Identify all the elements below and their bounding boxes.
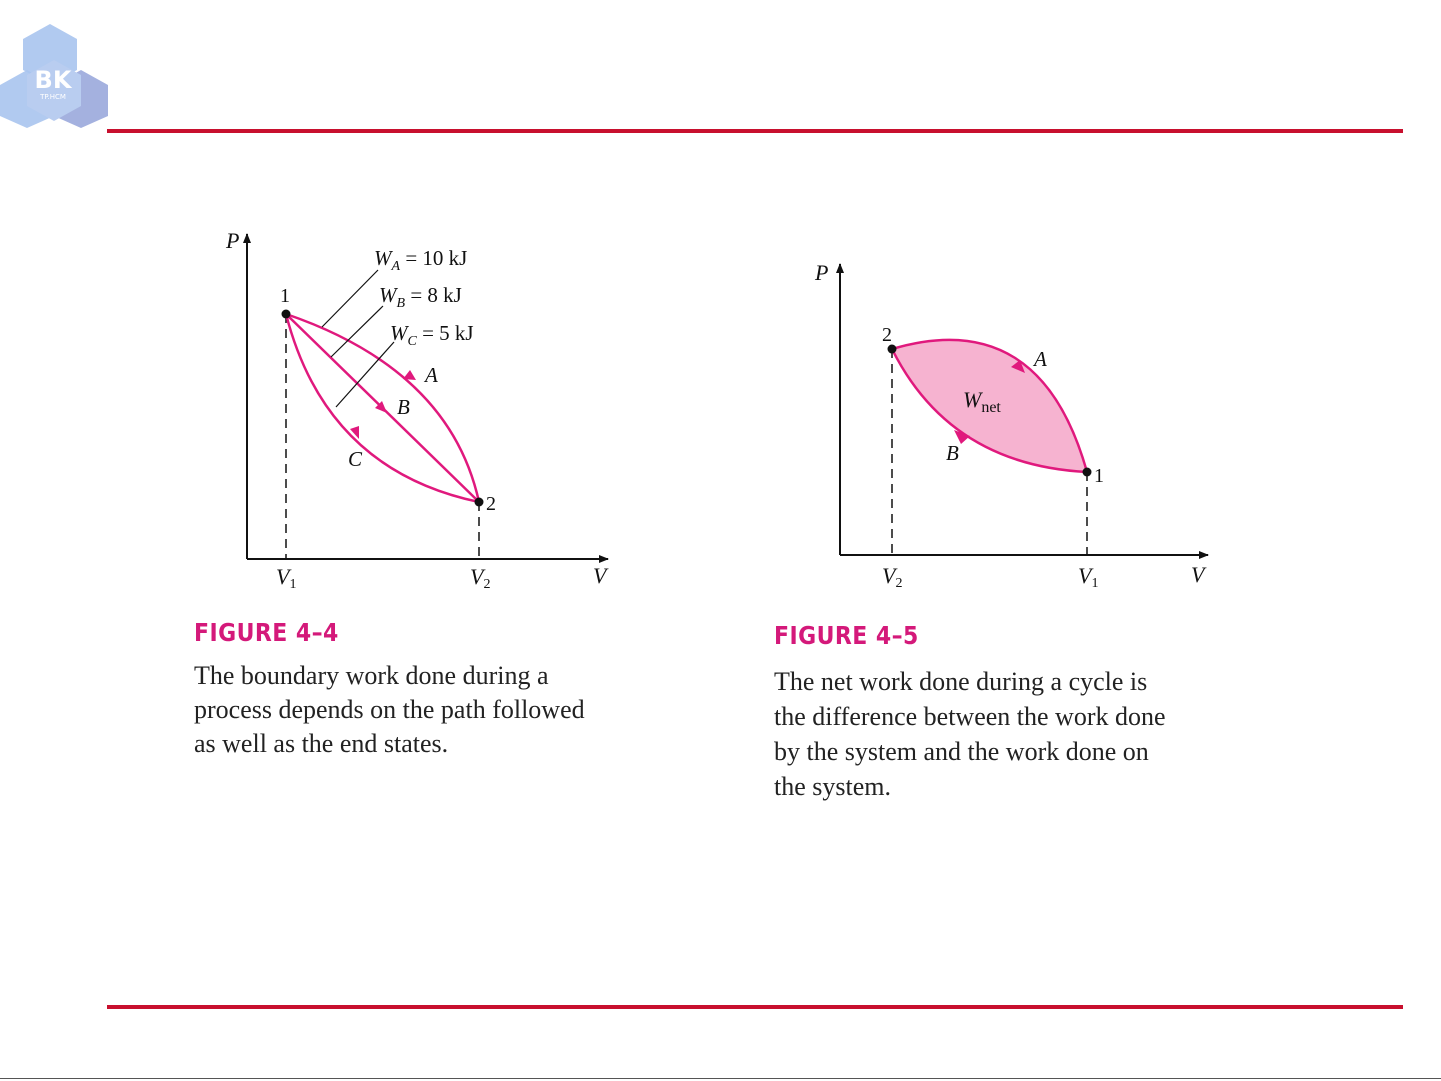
wb-label: $W_B = 8$ kJ xyxy=(379,283,462,311)
state-1-label: 1 xyxy=(280,285,290,307)
p-axis-label: P xyxy=(815,260,829,285)
wa-label: $W_A = 10$ kJ xyxy=(374,246,468,274)
path-a-label: A xyxy=(425,363,438,387)
logo-subtext: TP.HCM xyxy=(40,93,66,101)
wc-label: $W_C = 5$ kJ xyxy=(390,321,474,349)
path-a-arrow xyxy=(403,370,416,380)
v-axis-label: V xyxy=(1191,562,1205,587)
figure-4-5-diagram xyxy=(800,250,1230,600)
path-a-label: A xyxy=(1034,347,1047,371)
wb-leader xyxy=(331,306,383,357)
figure-4-4-diagram xyxy=(200,220,630,600)
v2-tick-label: V2 xyxy=(882,563,903,591)
header-rule xyxy=(107,129,1403,133)
p-axis-label: P xyxy=(226,228,240,253)
caption-line: The boundary work done during a xyxy=(194,661,549,690)
wnet-label: $W_{net}$ xyxy=(963,387,1001,416)
v1-tick-label: V1 xyxy=(1078,563,1099,591)
page-bottom-edge xyxy=(0,1078,1441,1079)
caption-line: the difference between the work done xyxy=(774,702,1166,731)
state-2-label: 2 xyxy=(882,324,892,346)
caption-line: process depends on the path followed xyxy=(194,695,585,724)
footer-rule xyxy=(107,1005,1403,1009)
wc-leader xyxy=(336,342,394,407)
state-1-label: 1 xyxy=(1094,465,1104,487)
caption-line: as well as the end states. xyxy=(194,729,449,758)
path-c-label: C xyxy=(348,447,363,471)
bk-logo xyxy=(0,22,108,128)
path-b-label: B xyxy=(946,441,959,465)
state-1-point xyxy=(1083,468,1092,477)
figure-4-5-title: FIGURE 4–5 xyxy=(774,621,919,650)
figure-4-5-caption xyxy=(774,664,1166,804)
v2-tick-label: V2 xyxy=(470,564,491,592)
caption-line: by the system and the work done on xyxy=(774,737,1149,766)
v1-tick-label: V1 xyxy=(276,564,297,592)
logo-text: BK xyxy=(34,66,72,94)
state-1-point xyxy=(282,310,291,319)
figure-4-4-title: FIGURE 4–4 xyxy=(194,618,339,647)
figure-4-4-caption xyxy=(194,659,585,761)
caption-line: The net work done during a cycle is xyxy=(774,667,1148,696)
path-b-label: B xyxy=(397,395,410,419)
caption-line: the system. xyxy=(774,772,891,801)
v-axis-label: V xyxy=(593,563,607,588)
state-2-label: 2 xyxy=(486,493,496,515)
state-2-point xyxy=(475,498,484,507)
